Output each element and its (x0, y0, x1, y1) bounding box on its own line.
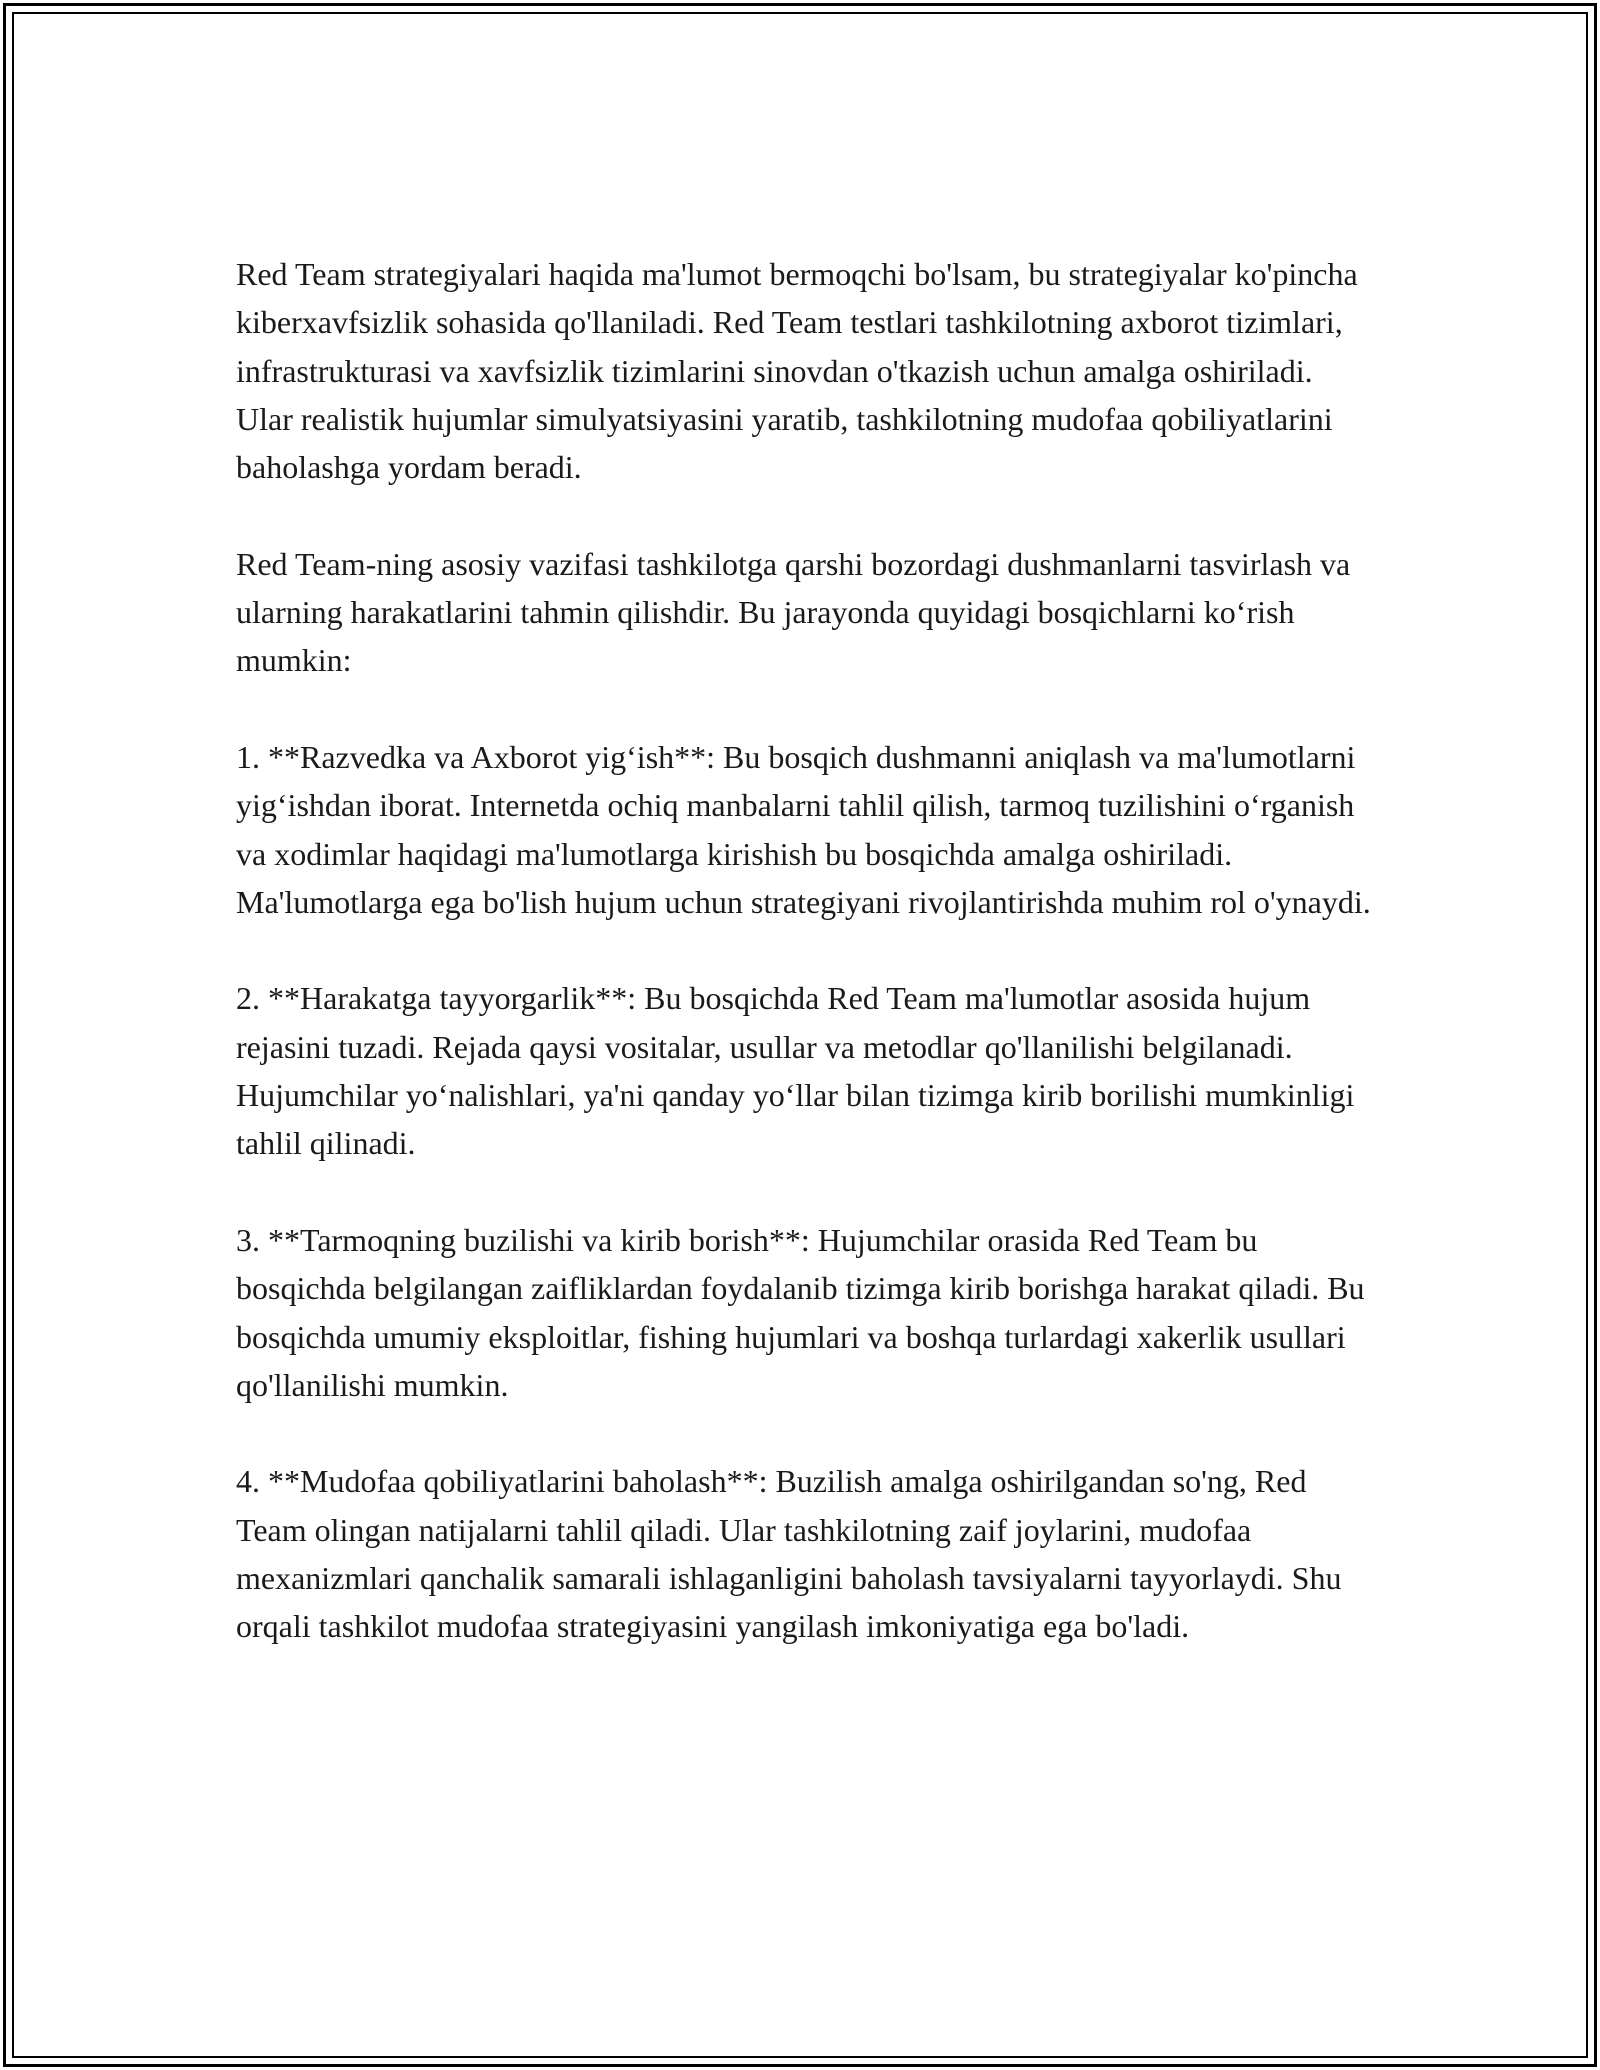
list-item-reconnaissance: 1. **Razvedka va Axborot yig‘ish**: Bu bosqich dushmanni aniqlash va ma'lumotlarni yig‘ishdan iborat. Internetda ochiq manbalarni tahlil qilish, tarmoq tuzilishini o‘rganish va xodimlar haqidagi ma'lumotlarga kirishish bu bosqichda amalga oshiriladi. Ma'lumotlarga ega bo'lish hujum uchun strategiyani rivojlantirishda muhim rol o'ynaydi. (236, 738, 1371, 920)
list-item-defense-assessment: 4. **Mudofaa qobiliyatlarini baholash**: Buzilish amalga oshirilgandan so'ng, Red Team olingan natijalarni tahlil qiladi. Ular tashkilotning zaif joylarini, mudofaa mexanizmlari qanchalik samarali ishlaganligini baholash tavsiyalarni tayyorlaydi. Shu orqali tashkilot mudofaa strategiyasini yangilash imkoniyatiga ega bo'ladi. (236, 1463, 1342, 1645)
document-body (236, 250, 1376, 1699)
list-item-preparation: 2. **Harakatga tayyorgarlik**: Bu bosqichda Red Team ma'lumotlar asosida hujum rejasini tuzadi. Rejada qaysi vositalar, usullar va metodlar qo'llanilishi belgilanadi. Hujumchilar yo‘nalishlari, ya'ni qanday yo‘llar bilan tizimga kirib borilishi mumkinligi tahlil qilinadi. (236, 980, 1355, 1162)
paragraph-intro: Red Team strategiyalari haqida ma'lumot bermoqchi bo'lsam, bu strategiyalar ko'pincha kiberxavfsizlik sohasida qo'llaniladi. Red Team testlari tashkilotning axborot tizimlari, infrastrukturasi va xavfsizlik tizimlarini sinovdan o'tkazish uchun amalga oshiriladi. Ular realistik hujumlar simulyatsiyasini yaratib, tashkilotning mudofaa qobiliyatlarini baholashga yordam beradi. (236, 256, 1358, 486)
list-item-network-breach: 3. **Tarmoqning buzilishi va kirib borish**: Hujumchilar orasida Red Team bu bosqichda belgilangan zaifliklardan foydalanib tizimga kirib borishga harakat qiladi. Bu bosqichda umumiy eksploitlar, fishing hujumlari va boshqa turlardagi xakerlik usullari qo'llanilishi mumkin. (236, 1221, 1365, 1403)
paragraph-main-task: Red Team-ning asosiy vazifasi tashkilotga qarshi bozordagi dushmanlarni tasvirlash va ularning harakatlarini tahmin qilishdir. Bu jarayonda quyidagi bosqichlarni ko‘rish mumkin: (236, 545, 1351, 679)
